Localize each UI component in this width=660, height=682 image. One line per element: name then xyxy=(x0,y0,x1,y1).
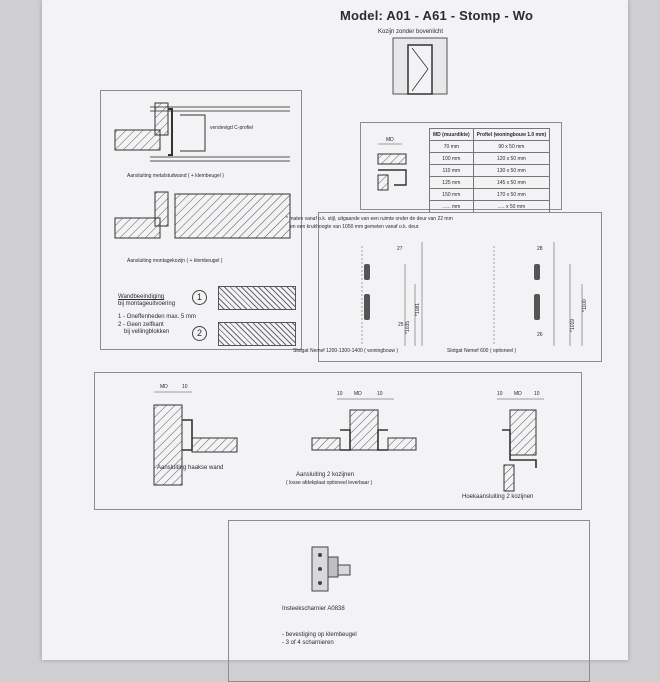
lock-drawings xyxy=(312,234,602,360)
wandbeeindiging-sub: bij montageuitvoering xyxy=(118,301,176,307)
svg-text:10: 10 xyxy=(337,391,343,397)
profile-table xyxy=(429,128,550,213)
lock-note-line1: * maten vanaf o.k. stijl, uitgaande van een ruimte onder de deur van 22 mm xyxy=(286,216,453,222)
caption-2-kozijnen: Aansluiting 2 kozijnen xyxy=(296,472,355,478)
caption-metalstudwand: Aansluiting metalstudwand ( + klembeugel ) xyxy=(127,173,224,179)
svg-text:MD: MD xyxy=(386,137,394,143)
table-row: 70 mm 90 x 50 mm xyxy=(430,141,550,153)
caption-montagekozijn: Aansluiting montagekozijn ( + klembeugel ) xyxy=(127,258,223,264)
svg-text:28: 28 xyxy=(537,246,543,252)
model-subtitle: Kozijn zonder bovenlicht xyxy=(378,29,444,35)
svg-text:26: 26 xyxy=(537,332,543,338)
svg-text:MD: MD xyxy=(354,391,362,397)
item-zelfkant-sub: bij vellingblokken xyxy=(124,329,170,335)
table-header-profiel: Profiel (woningbouw 1.0 mm) xyxy=(473,129,549,141)
svg-text:10: 10 xyxy=(182,384,188,390)
door-frame-icon xyxy=(392,37,448,95)
svg-text:10: 10 xyxy=(377,391,383,397)
item-zelfkant: 2 - Geen zelfkant xyxy=(118,322,164,328)
lock-caption-left: Slotgat Nemef 1200-1300-1400 ( woningbouw ) xyxy=(293,348,399,354)
lock-note-line2: en een krukhoogte van 1050 mm gemeten vanaf o.k. deur. xyxy=(290,224,420,230)
svg-text:25: 25 xyxy=(398,322,404,328)
circle-2: 2 xyxy=(192,326,207,341)
caption-2-kozijnen-sub: ( losse afdekplaat optioneel leverbaar ) xyxy=(286,480,373,486)
table-row: 100 mm 120 x 50 mm xyxy=(430,153,550,165)
svg-text:27: 27 xyxy=(397,246,403,252)
caption-haakse-wand: Aansluiting haakse wand xyxy=(157,465,224,471)
caption-hoekaansluiting: Hoekaansluiting 2 kozijnen xyxy=(462,494,534,500)
wall-end-1 xyxy=(218,286,296,310)
hinge-caption: Insteekscharnier A0838 xyxy=(282,606,345,612)
model-title: Model: A01 - A61 - Stomp - Wo xyxy=(340,8,534,23)
svg-text:MD: MD xyxy=(514,391,522,397)
item-oneffenheden: 1 - Oneffenheden max. 5 mm xyxy=(118,314,196,320)
lock-caption-right: Slotgat Nemef 600 ( optioneel ) xyxy=(447,348,517,354)
svg-text:*1100: *1100 xyxy=(582,299,588,312)
table-header-md: MD (muurdikte) xyxy=(430,129,474,141)
table-row: 150 mm 170 x 50 mm xyxy=(430,189,550,201)
hinge-icon xyxy=(304,545,364,595)
hinge-bullet-1: - bevestiging op klembeugel xyxy=(282,632,357,638)
svg-text:*1035: *1035 xyxy=(405,320,411,334)
svg-text:MD: MD xyxy=(160,384,168,390)
svg-text:*1019: *1019 xyxy=(570,318,576,332)
wandbeeindiging-title: Wandbeeindiging xyxy=(118,294,165,300)
svg-text:10: 10 xyxy=(497,391,503,397)
profile-section-drawing xyxy=(364,130,424,200)
wall-end-2 xyxy=(218,322,296,346)
label-verstevigd: verstevigd C-profiel xyxy=(210,125,254,131)
circle-1: 1 xyxy=(192,290,207,305)
svg-text:*1081: *1081 xyxy=(415,302,421,316)
table-row: ...... mm ..... x 50 mm xyxy=(430,201,550,213)
metalstud-drawing xyxy=(110,95,295,175)
montagekozijn-drawing xyxy=(110,188,295,248)
hinge-bullet-2: - 3 of 4 scharnieren xyxy=(282,640,334,646)
table-row: 125 mm 145 x 50 mm xyxy=(430,177,550,189)
drawing-sheet xyxy=(42,0,628,660)
svg-text:10: 10 xyxy=(534,391,540,397)
table-row: 110 mm 130 x 50 mm xyxy=(430,165,550,177)
hinge-box xyxy=(228,520,590,682)
